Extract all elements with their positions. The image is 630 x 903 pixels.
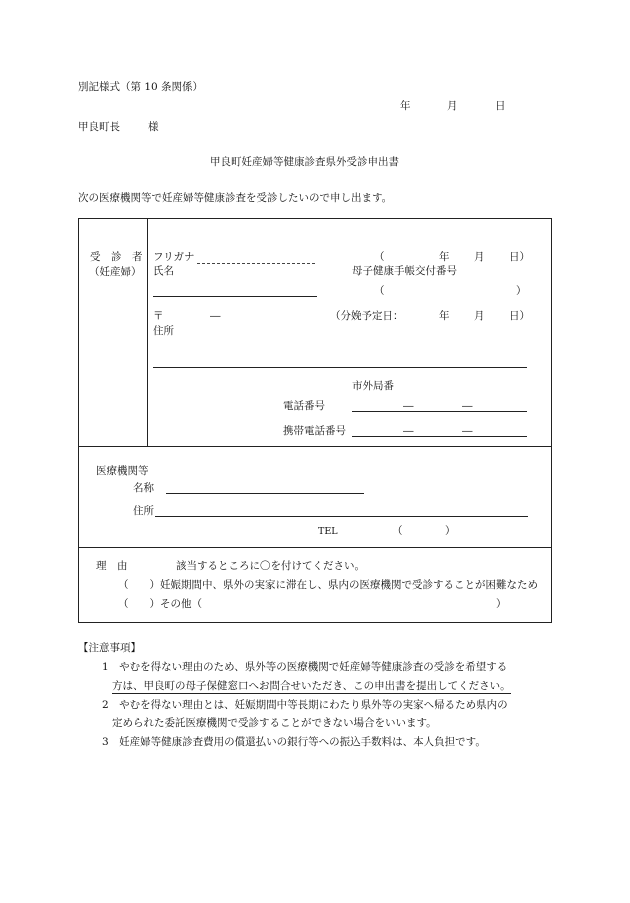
reason-option-1-checkbox[interactable]: （ ） xyxy=(118,579,160,591)
mobile-field[interactable] xyxy=(352,436,527,437)
section-divider xyxy=(78,446,551,447)
facility-label: 医療機関等 xyxy=(96,465,149,477)
name-label: 氏名 xyxy=(153,265,174,277)
furigana-label: フリガナ xyxy=(153,251,195,263)
birth-month: 月 xyxy=(474,251,485,263)
note-item: 1 やむを得ない理由のため、県外等の医療機関で妊産婦等健康診査の受診を希望する xyxy=(102,661,508,673)
patient-label-sub: （妊産婦） xyxy=(89,266,142,278)
furigana-field[interactable] xyxy=(197,263,315,264)
mobile-label: 携帯電話番号 xyxy=(283,425,346,437)
phone-field[interactable] xyxy=(352,411,527,412)
facility-tel-open: （ xyxy=(392,525,403,537)
birth-day: 日） xyxy=(509,251,530,263)
due-date-label: （分娩予定日： xyxy=(330,310,404,322)
facility-name-label: 名称 xyxy=(133,482,154,494)
facility-tel-label: TEL xyxy=(318,526,338,537)
note-item: 定められた委託医療機関で受診することができない場合をいいます。 xyxy=(112,717,437,729)
document-title: 甲良町妊産婦等健康診査県外受診申出書 xyxy=(210,156,399,168)
note-item: 2 やむを得ない理由とは、妊娠期間中等長期にわたり県外等の実家へ帰るため県内の xyxy=(102,699,508,711)
facility-name-field[interactable] xyxy=(166,493,364,494)
date-day-label: 日 xyxy=(495,100,506,112)
facility-tel-close: ） xyxy=(445,525,456,537)
due-day: 日） xyxy=(509,310,530,322)
due-year: 年 xyxy=(439,310,450,322)
mobile-dash-2: ― xyxy=(462,425,473,437)
section-divider xyxy=(78,547,551,548)
area-code-label: 市外局番 xyxy=(352,380,394,392)
postal-mark: 〒 xyxy=(153,310,164,322)
address-label: 住所 xyxy=(153,325,174,337)
label-column-divider xyxy=(147,219,148,446)
note-item: 方は、甲良町の母子保健窓口へお問合せいただき、この申出書を提出してください。 xyxy=(112,680,511,692)
intro-text: 次の医療機関等で妊産婦等健康診査を受診したいので申し出ます。 xyxy=(78,192,393,204)
notes-heading: 【注意事項】 xyxy=(78,642,141,654)
date-month-label: 月 xyxy=(447,100,458,112)
mobile-dash-1: ― xyxy=(403,425,414,437)
reason-option-2-text: その他（ xyxy=(160,598,202,610)
patient-label: 受 診 者 xyxy=(90,251,143,263)
addressee: 甲良町長 xyxy=(78,121,120,133)
handbook-number-label: 母子健康手帳交付番号 xyxy=(352,265,457,277)
honorific: 様 xyxy=(148,121,159,133)
reason-label: 理 由 xyxy=(96,560,128,572)
handbook-close: ） xyxy=(516,285,527,297)
form-label: 別記様式（第 10 条関係） xyxy=(78,81,204,93)
date-year-label: 年 xyxy=(400,100,411,112)
facility-address-field[interactable] xyxy=(155,516,528,517)
reason-option-1-text: 妊娠期間中、県外の実家に滞在し、県内の医療機関で受診することが困難なため xyxy=(160,579,538,591)
reason-instruction: 該当するところに〇を付けてください。 xyxy=(176,560,365,572)
phone-dash-2: ― xyxy=(462,400,473,412)
note-item: 3 妊産婦等健康診査費用の償還払いの銀行等への振込手数料は、本人負担です。 xyxy=(102,736,486,748)
birth-open: （ xyxy=(374,251,385,263)
phone-dash-1: ― xyxy=(403,400,414,412)
reason-option-2-close: ） xyxy=(496,598,507,610)
address-field[interactable] xyxy=(153,367,527,368)
facility-address-label: 住所 xyxy=(133,505,154,517)
name-field[interactable] xyxy=(153,296,317,297)
postal-dash: ― xyxy=(210,310,221,322)
handbook-open: （ xyxy=(374,285,385,297)
phone-label: 電話番号 xyxy=(283,400,325,412)
reason-option-2-checkbox[interactable]: （ ） xyxy=(118,598,160,610)
due-month: 月 xyxy=(474,310,485,322)
birth-year: 年 xyxy=(439,251,450,263)
